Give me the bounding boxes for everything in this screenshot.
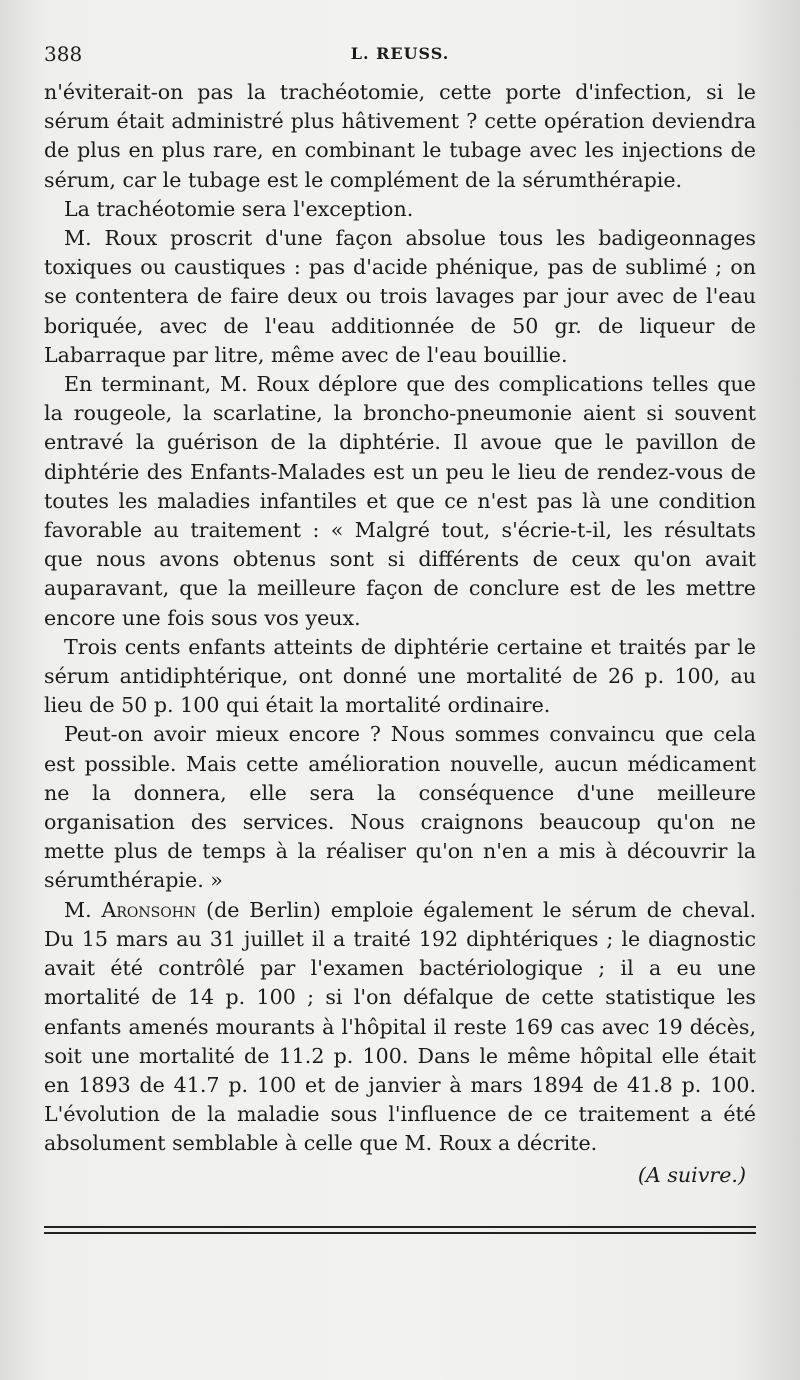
aronsohn-name: M. Aronsohn	[64, 897, 197, 922]
page-number: 388	[44, 42, 83, 66]
paragraph-6: Peut-on avoir mieux encore ? Nous sommes convaincu que cela est possible. Mais cette amélioration nouvelle, aucun médicament ne la donnera, elle sera la conséquence d'une meilleure organisation des services. Nous craignons beaucoup qu'on ne mette plus de temps à la réaliser qu'on n'en a mis à découvrir la sérumthérapie. »	[44, 722, 756, 893]
paragraph-5: Trois cents enfants atteints de diphtérie certaine et traités par le sérum antidiphtérique, ont donné une mortalité de 26 p. 100, au lieu de 50 p. 100 qui était la mortalité ordinaire.	[44, 634, 756, 718]
body-text	[44, 78, 756, 1190]
rule-top	[44, 1226, 756, 1228]
running-head: L. REUSS.	[350, 44, 450, 63]
paragraph-1: n'éviterait-on pas la trachéotomie, cette porte d'infection, si le sérum était administré plus hâtivement ? cette opération deviendra de plus en plus rare, en combinant le tubage avec les injections de sérum, car le tubage est le complément de la sérumthérapie.	[44, 80, 756, 192]
paragraph-2: La trachéotomie sera l'exception.	[64, 196, 414, 221]
paragraph-4: En terminant, M. Roux déplore que des complications telles que la rougeole, la scarlatine, la broncho-pneumonie aient si souvent entravé la guérison de la diphtérie. Il avoue que le pavillon de diphtérie des Enfants-Malades est un peu le lieu de rendez-vous de toutes les maladies infantiles et que ce n'est pas là une condition favorable au traitement : « Malgré tout, s'écrie-t-il, les résultats que nous avons obtenus sont si différents de ceux qu'on avait auparavant, que la meilleure façon de conclure est de les mettre encore une fois sous vos yeux.	[44, 372, 756, 630]
aronsohn-text: (de Berlin) emploie également le sérum de cheval. Du 15 mars au 31 juillet il a traité 192 diphtériques ; le diagnostic avait été contrôlé par l'examen bactériologique ; il a eu une mortalité de 14 p. 100 ; si l'on défalque de cette statistique les enfants amenés mourants à l'hôpital il reste 169 cas avec 19 décès, soit une mortalité de 11.2 p. 100. Dans le même hôpital elle était en 1893 de 41.7 p. 100 et de janvier à mars 1894 de 41.8 p. 100. L'évolution de la maladie sous l'influence de ce traitement a été absolument semblable à celle que M. Roux a décrite.	[44, 897, 756, 1156]
suivre-line	[44, 1161, 756, 1190]
a-suivre: (A suivre.)	[637, 1162, 746, 1187]
paragraph-3: M. Roux proscrit d'une façon absolue tous les badigeonnages toxiques ou caustiques : pas d'acide phénique, pas de sublimé ; on se contentera de faire deux ou trois lavages par jour avec de l'eau boriquée, avec de l'eau additionnée de 50 gr. de liqueur de Labarraque par litre, même avec de l'eau bouillie.	[44, 226, 756, 367]
end-rule	[44, 1226, 756, 1236]
paragraph-7	[44, 896, 756, 1159]
rule-bottom	[44, 1232, 756, 1234]
page-header	[44, 42, 756, 72]
